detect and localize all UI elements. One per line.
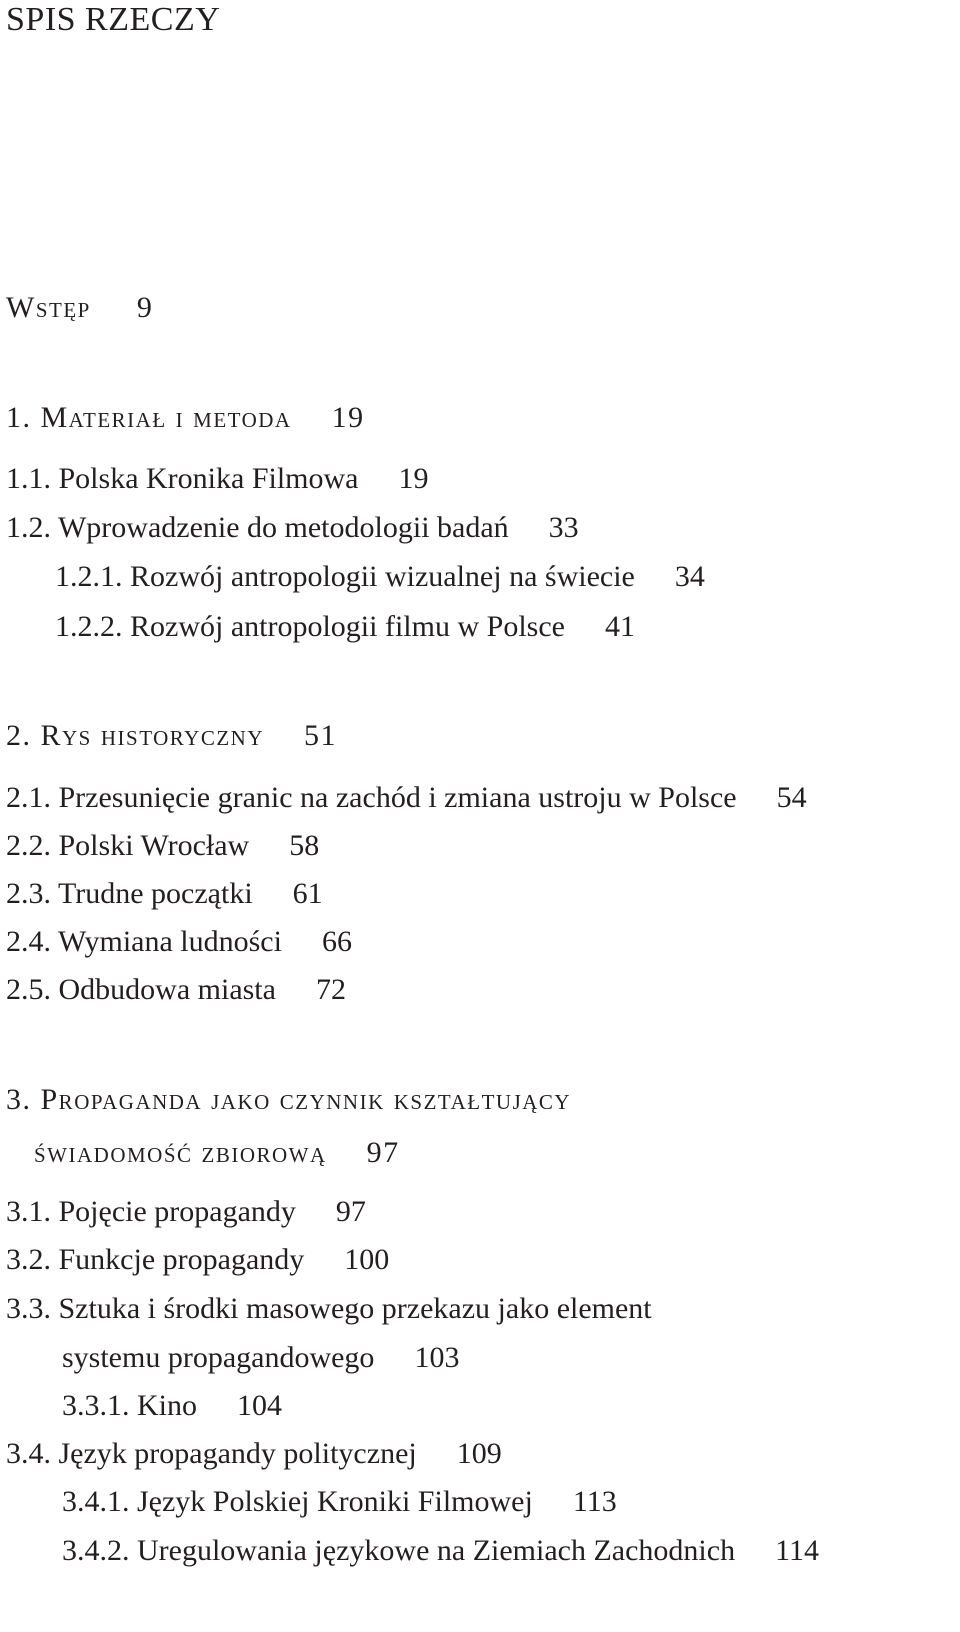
toc-entry-2-4[interactable] <box>6 924 352 960</box>
entry-number: 3.3. <box>6 1292 51 1325</box>
entry-title: Przesunięcie granic na zachód i zmiana ustroju w Polsce <box>58 781 737 814</box>
entry-page-number: 103 <box>414 1341 460 1374</box>
entry-number: 2.4. <box>6 925 51 958</box>
entry-page-number: 114 <box>775 1534 819 1567</box>
entry-number: 3.3.1. <box>62 1389 130 1422</box>
entry-number: 2. <box>6 719 32 752</box>
entry-title: Wprowadzenie do metodologii badań <box>57 511 509 544</box>
entry-page-number: 113 <box>572 1485 617 1518</box>
entry-title: Odbudowa miasta <box>58 973 276 1006</box>
toc-entry-3-2[interactable] <box>6 1242 389 1278</box>
entry-page-number: 51 <box>304 719 337 752</box>
entry-title: Kino <box>137 1389 197 1422</box>
entry-page-number: 58 <box>289 829 320 862</box>
entry-number: 1.1. <box>6 462 51 495</box>
entry-page-number: 19 <box>398 462 429 495</box>
entry-title: Trudne początki <box>57 877 253 910</box>
entry-number: 3.4.1. <box>62 1485 130 1518</box>
toc-entry-3-3-continued[interactable] <box>62 1340 459 1376</box>
entry-number: 2.2. <box>6 829 51 862</box>
entry-number: 3. <box>6 1083 32 1116</box>
entry-number: 3.1. <box>6 1195 51 1228</box>
toc-entry-3-4-1[interactable] <box>62 1484 617 1520</box>
entry-page-number: 100 <box>344 1243 390 1276</box>
entry-title: Rozwój antropologii filmu w Polsce <box>130 610 565 643</box>
toc-entry-wstep[interactable] <box>6 290 153 326</box>
toc-entry-chapter-2[interactable] <box>6 718 337 754</box>
entry-page-number: 97 <box>335 1195 366 1228</box>
toc-entry-1-1[interactable] <box>6 461 429 497</box>
entry-title: Sztuka i środki masowego przekazu jako element <box>58 1292 652 1325</box>
toc-entry-1-2-1[interactable] <box>55 559 705 595</box>
toc-entry-2-1[interactable] <box>6 780 807 816</box>
entry-title: Język propagandy politycznej <box>58 1437 417 1470</box>
entry-page-number: 33 <box>548 511 579 544</box>
entry-number: 1.2. <box>6 511 51 544</box>
entry-title: Rozwój antropologii wizualnej na świecie <box>130 560 635 593</box>
entry-title: Funkcje propagandy <box>58 1243 305 1276</box>
entry-page-number: 61 <box>292 877 323 910</box>
entry-title: Uregulowania językowe na Ziemiach Zachodnich <box>137 1534 736 1567</box>
toc-entry-chapter-3[interactable] <box>6 1082 571 1118</box>
entry-page-number: 104 <box>237 1389 282 1422</box>
entry-title: Pojęcie propagandy <box>58 1195 296 1228</box>
entry-title: Język Polskiej Kroniki Filmowej <box>137 1485 533 1518</box>
entry-page-number: 54 <box>776 781 807 814</box>
toc-entry-2-2[interactable] <box>6 828 319 864</box>
entry-title: Wymiana ludności <box>57 925 282 958</box>
toc-entry-3-3[interactable] <box>6 1291 652 1327</box>
entry-number: 2.1. <box>6 781 51 814</box>
entry-number: 1. <box>6 401 32 434</box>
entry-number: 1.2.1. <box>55 560 123 593</box>
toc-entry-1-2[interactable] <box>6 510 579 546</box>
entry-page-number: 66 <box>321 925 352 958</box>
entry-title: Wstęp <box>6 291 91 324</box>
toc-entry-2-5[interactable] <box>6 972 346 1008</box>
toc-entry-chapter-1[interactable] <box>6 400 365 436</box>
entry-title: świadomość zbiorową <box>34 1136 327 1169</box>
entry-page-number: 97 <box>366 1136 400 1169</box>
toc-entry-1-2-2[interactable] <box>55 609 635 645</box>
entry-page-number: 19 <box>331 401 365 434</box>
entry-page-number: 34 <box>674 560 705 593</box>
entry-title: systemu propagandowego <box>62 1341 375 1374</box>
toc-entry-3-4-2[interactable] <box>62 1533 819 1569</box>
toc-entry-2-3[interactable] <box>6 876 323 912</box>
toc-entry-chapter-3-continued[interactable] <box>34 1135 400 1171</box>
entry-title: Polski Wrocław <box>58 829 250 862</box>
toc-entry-3-3-1[interactable] <box>62 1388 282 1424</box>
entry-page-number: 9 <box>136 291 154 324</box>
toc-entry-3-1[interactable] <box>6 1194 366 1230</box>
entry-page-number: 72 <box>315 973 346 1006</box>
entry-number: 3.4.2. <box>62 1534 130 1567</box>
entry-number: 1.2.2. <box>55 610 123 643</box>
entry-number: 2.3. <box>6 877 51 910</box>
entry-title: Materiał i metoda <box>40 401 292 434</box>
entry-number: 2.5. <box>6 973 51 1006</box>
entry-page-number: 41 <box>604 610 635 643</box>
entry-title: Rys historyczny <box>40 719 264 752</box>
entry-title: Propaganda jako czynnik kształtujący <box>40 1083 572 1116</box>
entry-page-number: 109 <box>456 1437 502 1470</box>
entry-number: 3.2. <box>6 1243 51 1276</box>
page-title: SPIS RZECZY <box>6 1 221 38</box>
entry-number: 3.4. <box>6 1437 51 1470</box>
entry-title: Polska Kronika Filmowa <box>58 462 359 495</box>
toc-entry-3-4[interactable] <box>6 1436 502 1472</box>
